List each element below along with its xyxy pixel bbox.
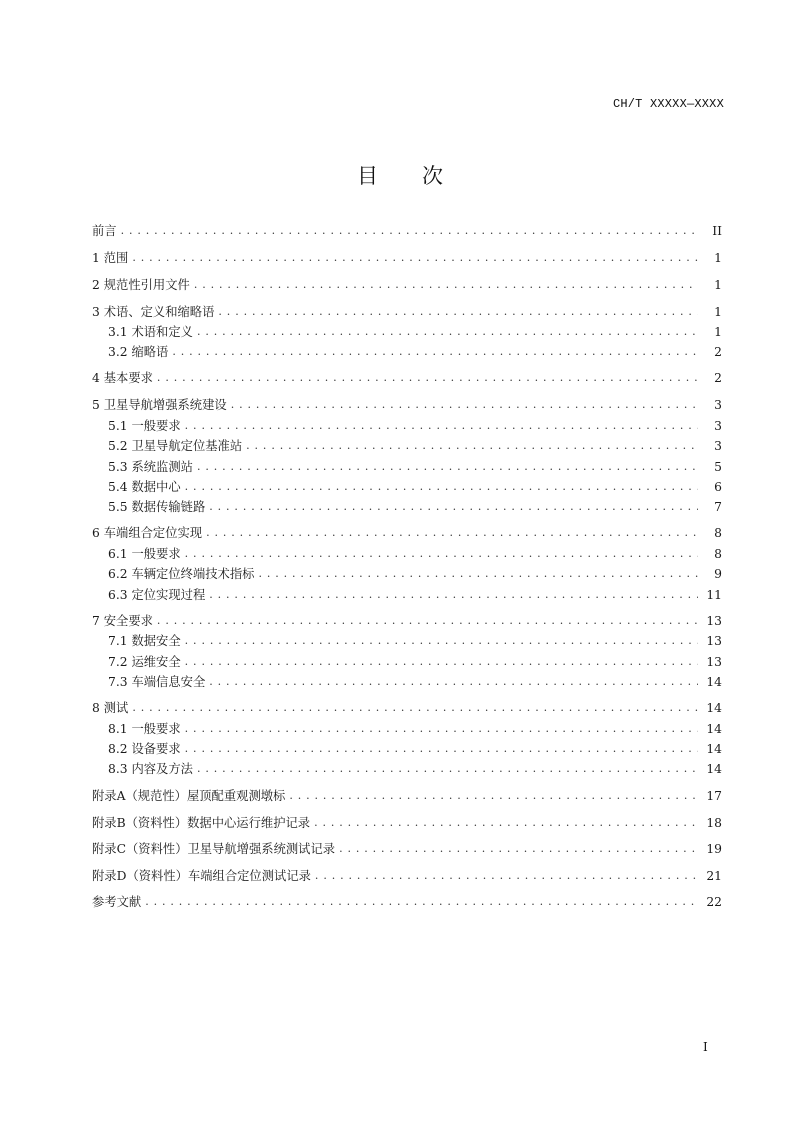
toc-entry[interactable]	[108, 545, 722, 563]
dot-leader	[315, 867, 698, 885]
dot-leader	[185, 653, 698, 671]
toc-entry-page: 1	[714, 251, 722, 265]
dot-leader	[197, 323, 698, 341]
toc-entry-label: 8.1 一般要求	[108, 722, 181, 736]
toc-entry[interactable]	[92, 840, 722, 858]
dot-leader	[157, 612, 698, 630]
toc-entry-page: 14	[706, 701, 722, 715]
toc-entry-page: 2	[714, 371, 722, 385]
toc-entry-label: 6 车端组合定位实现	[92, 526, 203, 540]
toc-entry[interactable]	[108, 760, 722, 778]
dot-leader	[206, 524, 698, 542]
dot-leader	[314, 814, 698, 832]
toc-entry[interactable]	[92, 612, 722, 630]
dot-leader	[209, 586, 698, 604]
dot-leader	[145, 893, 698, 911]
dot-leader	[157, 369, 698, 387]
dot-leader	[258, 565, 698, 583]
toc-entry-page: 5	[714, 460, 722, 474]
toc-entry-page: 7	[714, 500, 722, 514]
toc-entry-page: 2	[714, 345, 722, 359]
toc-entry[interactable]	[108, 632, 722, 650]
toc-entry-label: 5.4 数据中心	[108, 480, 181, 494]
dot-leader	[218, 303, 698, 321]
toc-entry-page: 8	[714, 547, 722, 561]
dot-leader	[185, 740, 698, 758]
toc-entry-label: 6.2 车辆定位终端技术指标	[108, 567, 255, 581]
toc-entry-label: 8.3 内容及方法	[108, 762, 193, 776]
toc-entry-page: 19	[706, 842, 722, 856]
toc-entry-label: 附录B（资料性）数据中心运行维护记录	[92, 816, 311, 830]
toc-entry-page: 14	[706, 675, 722, 689]
toc-entry-label: 参考文献	[92, 895, 142, 909]
page-number: I	[703, 1040, 708, 1054]
toc-entry-page: 13	[706, 634, 722, 648]
toc-entry-page: 8	[714, 526, 722, 540]
toc-entry[interactable]	[92, 303, 722, 321]
toc-entry-label: 7 安全要求	[92, 614, 153, 628]
toc-entry-label: 7.1 数据安全	[108, 634, 181, 648]
toc-entry-page: 21	[706, 869, 722, 883]
toc-entry-label: 5.1 一般要求	[108, 419, 181, 433]
toc-entry[interactable]	[108, 437, 722, 455]
toc-entry-page: 14	[706, 762, 722, 776]
toc-entry-label: 3.1 术语和定义	[108, 325, 193, 339]
dot-leader	[339, 840, 698, 858]
dot-leader	[194, 276, 698, 294]
toc-entry[interactable]	[92, 787, 722, 805]
toc-entry-label: 5.5 数据传输链路	[108, 500, 206, 514]
toc-entry[interactable]	[92, 222, 722, 240]
toc-entry[interactable]	[92, 369, 722, 387]
dot-leader	[209, 498, 698, 516]
page-title	[0, 160, 800, 190]
toc-entry-label: 6.3 定位实现过程	[108, 588, 206, 602]
dot-leader	[231, 396, 698, 414]
toc-entry-page: 9	[714, 567, 722, 581]
toc-entry-label: 5.2 卫星导航定位基准站	[108, 439, 243, 453]
toc-entry-page: 22	[706, 895, 722, 909]
toc-entry-label: 2 规范性引用文件	[92, 278, 190, 292]
toc-entry[interactable]	[108, 417, 722, 435]
dot-leader	[197, 458, 698, 476]
toc-entry[interactable]	[92, 524, 722, 542]
toc-entry[interactable]	[92, 699, 722, 717]
dot-leader	[185, 720, 698, 738]
toc-entry[interactable]	[92, 814, 722, 832]
dot-leader	[121, 222, 698, 240]
dot-leader	[209, 673, 698, 691]
toc-entry-page: 14	[706, 742, 722, 756]
dot-leader	[172, 343, 698, 361]
toc-entry[interactable]	[92, 893, 722, 911]
toc-entry-page: 13	[706, 614, 722, 628]
document-code: CH/T XXXXX—XXXX	[612, 97, 724, 111]
toc-entry[interactable]	[108, 478, 722, 496]
dot-leader	[197, 760, 698, 778]
dot-leader	[246, 437, 698, 455]
toc-entry-page: 11	[706, 588, 722, 602]
toc-entry-label: 7.3 车端信息安全	[108, 675, 206, 689]
toc-entry-label: 1 范围	[92, 251, 129, 265]
toc-entry-page: 1	[714, 325, 722, 339]
toc-entry-label: 4 基本要求	[92, 371, 153, 385]
toc-entry[interactable]	[108, 740, 722, 758]
dot-leader	[185, 545, 698, 563]
dot-leader	[185, 478, 698, 496]
toc-entry-page: 1	[714, 305, 722, 319]
title-char-2: 次	[422, 164, 443, 188]
toc-entry-page: 14	[706, 722, 722, 736]
toc-entry-page: 3	[714, 398, 722, 412]
toc-entry[interactable]	[92, 867, 722, 885]
toc-entry[interactable]	[92, 276, 722, 294]
toc-entry-page: II	[712, 224, 722, 238]
toc-entry[interactable]	[108, 498, 722, 516]
dot-leader	[289, 787, 698, 805]
title-char-1: 目	[357, 164, 378, 188]
toc-entry-label: 附录C（资料性）卫星导航增强系统测试记录	[92, 842, 336, 856]
dot-leader	[185, 417, 698, 435]
toc-entry[interactable]	[108, 565, 722, 583]
toc-entry-label: 6.1 一般要求	[108, 547, 181, 561]
toc-entry[interactable]	[92, 396, 722, 414]
toc-entry[interactable]	[108, 586, 722, 604]
toc-entry-page: 3	[714, 419, 722, 433]
dot-leader	[185, 632, 698, 650]
toc-entry-label: 前言	[92, 224, 117, 238]
toc-entry-label: 7.2 运维安全	[108, 655, 181, 669]
toc-entry-page: 3	[714, 439, 722, 453]
dot-leader	[132, 699, 698, 717]
toc-entry-label: 附录D（资料性）车端组合定位测试记录	[92, 869, 311, 883]
toc-entry[interactable]	[108, 673, 722, 691]
toc-entry[interactable]	[92, 249, 722, 267]
toc-entry-label: 3.2 缩略语	[108, 345, 169, 359]
toc-entry-label: 8.2 设备要求	[108, 742, 181, 756]
toc-entry[interactable]	[108, 458, 722, 476]
toc-entry-page: 1	[714, 278, 722, 292]
toc-entry-label: 附录A（规范性）屋顶配重观测墩标	[92, 789, 286, 803]
dot-leader	[132, 249, 698, 267]
toc-entry[interactable]	[108, 323, 722, 341]
toc-entry[interactable]	[108, 653, 722, 671]
toc-entry-label: 3 术语、定义和缩略语	[92, 305, 215, 319]
toc-entry-label: 5 卫星导航增强系统建设	[92, 398, 227, 412]
toc-entry-page: 18	[706, 816, 722, 830]
toc-entry[interactable]	[108, 343, 722, 361]
toc-entry[interactable]	[108, 720, 722, 738]
toc-entry-label: 5.3 系统监测站	[108, 460, 193, 474]
toc-entry-page: 13	[706, 655, 722, 669]
toc-entry-page: 17	[706, 789, 722, 803]
toc-entry-label: 8 测试	[92, 701, 129, 715]
toc-entry-page: 6	[714, 480, 722, 494]
